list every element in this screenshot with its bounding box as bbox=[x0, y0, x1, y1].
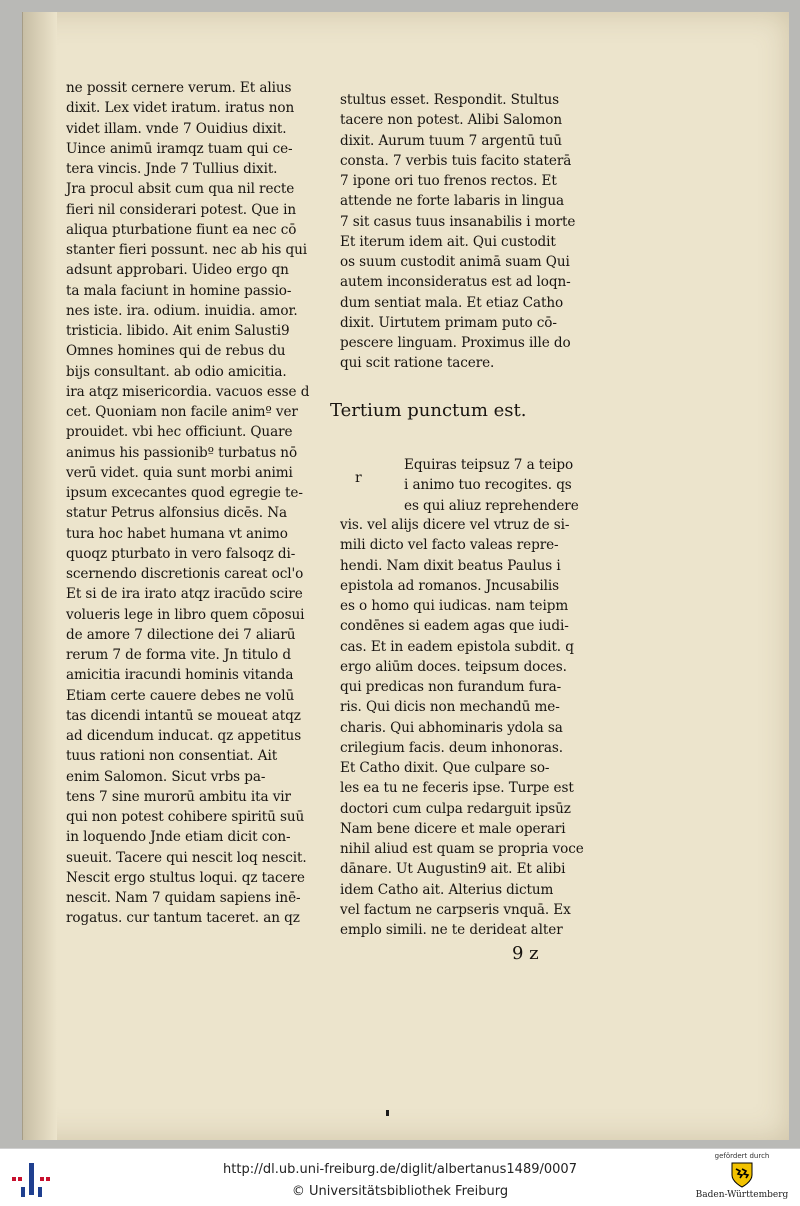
text-line: qui scit ratione tacere. bbox=[340, 355, 495, 372]
right-text-column-indented bbox=[340, 455, 640, 516]
text-line: idem Catho ait. Alterius dictum bbox=[340, 881, 554, 898]
text-line: tacere non potest. Alibi Salomon bbox=[340, 112, 563, 129]
text-line: ta mala faciunt in homine passio- bbox=[66, 282, 292, 299]
text-line: charis. Qui abhominaris ydola sa bbox=[340, 719, 563, 736]
text-line: Et iterum idem ait. Qui custodit bbox=[340, 233, 556, 250]
text-line: Nam bene dicere et male operari bbox=[340, 820, 566, 837]
text-line: Nescit ergo stultus loqui. qz tacere bbox=[66, 869, 305, 886]
text-line: attende ne forte labaris in lingua bbox=[340, 193, 564, 210]
viewer-footer bbox=[0, 1148, 800, 1206]
text-line: quoqz pturbato in vero falsoqz di- bbox=[66, 545, 296, 562]
text-line: stanter fieri possunt. nec ab his qui bbox=[66, 242, 308, 258]
text-line: os suum custodit animā suam Qui bbox=[340, 254, 570, 270]
sponsor-top-text: gefördert durch bbox=[714, 1152, 770, 1160]
text-line: Uince animū iramqz tuam qui ce- bbox=[66, 140, 293, 157]
text-line: prouidet. vbi hec officiunt. Quare bbox=[66, 424, 293, 441]
text-line: rerum 7 de forma vite. Jn titulo d bbox=[66, 647, 291, 663]
text-line: videt illam. vnde 7 Ouidius dixit. bbox=[66, 120, 287, 137]
text-line: Jra procul absit cum qua nil recte bbox=[66, 181, 295, 198]
text-line: ergo aliūm doces. teipsum doces. bbox=[340, 658, 567, 675]
text-line: dixit. Lex videt iratum. iratus non bbox=[66, 100, 295, 117]
text-line: Et si de ira irato atqz iracūdo scire bbox=[66, 586, 303, 603]
text-line: stultus esset. Respondit. Stultus bbox=[340, 92, 560, 108]
left-text-column bbox=[66, 78, 356, 929]
text-line: emplo simili. ne te derideat alter bbox=[340, 922, 563, 938]
text-line: de amore 7 dilectione dei 7 aliarū bbox=[66, 626, 296, 643]
text-line: crilegium facis. deum inhonoras. bbox=[340, 739, 563, 756]
text-line: tens 7 sine murorū ambitu ita vir bbox=[66, 788, 291, 805]
text-line: amicitia iracundi hominis vitanda bbox=[66, 667, 294, 684]
text-line: es o homo qui iudicas. nam teipm bbox=[340, 598, 569, 614]
right-text-column-bottom bbox=[340, 515, 640, 940]
text-line: aliqua pturbatione fiunt ea nec cō bbox=[66, 221, 297, 238]
text-line: 7 sit casus tuus insanabilis i morte bbox=[340, 213, 576, 230]
text-line: Et Catho dixit. Que culpare so- bbox=[340, 760, 550, 776]
text-line: tristicia. libido. Ait enim Salusti9 bbox=[66, 323, 290, 339]
text-line: i animo tuo recogites. qs bbox=[404, 477, 572, 494]
text-line: es qui aliuz reprehendere bbox=[404, 497, 579, 514]
text-line: ne possit cernere verum. Et alius bbox=[66, 80, 292, 96]
text-line: epistola ad romanos. Jncusabilis bbox=[340, 577, 560, 594]
text-line: enim Salomon. Sicut vrbs pa- bbox=[66, 768, 266, 785]
text-line: cas. Et in eadem epistola subdit. q bbox=[340, 638, 574, 655]
text-line: dānare. Ut Augustin9 ait. Et alibi bbox=[340, 861, 566, 878]
page-url-link[interactable]: http://dl.ub.uni-freiburg.de/diglit/albertanus1489/0007 bbox=[223, 1162, 577, 1177]
sponsor-logo bbox=[694, 1152, 790, 1204]
text-line: tura hoc habet humana vt animo bbox=[66, 525, 288, 542]
text-line: hendi. Nam dixit beatus Paulus i bbox=[340, 557, 561, 574]
text-line: pescere linguam. Proximus ille do bbox=[340, 335, 571, 351]
text-line: qui non potest cohibere spiritū suū bbox=[66, 809, 305, 825]
text-line: bijs consultant. ab odio amicitia. bbox=[66, 363, 287, 380]
text-line: Equiras teipsuz 7 a teipo bbox=[404, 457, 574, 473]
text-line: ad dicendum inducat. qz appetitus bbox=[66, 728, 302, 744]
text-line: tas dicendi intantū se moueat atqz bbox=[66, 707, 301, 724]
text-line: les ea tu ne feceris ipse. Turpe est bbox=[340, 780, 574, 797]
text-line: dixit. Aurum tuum 7 argentū tuū bbox=[340, 132, 562, 149]
text-line: tera vincis. Jnde 7 Tullius dixit. bbox=[66, 161, 278, 177]
text-line: adsunt approbari. Uideo ergo qn bbox=[66, 262, 289, 279]
text-line: nes iste. ira. odium. inuidia. amor. bbox=[66, 302, 298, 319]
text-line: nescit. Nam 7 quidam sapiens inē- bbox=[66, 890, 301, 906]
text-line: autem inconsideratus est ad loqn- bbox=[340, 274, 571, 291]
text-line: ira atqz misericordia. vacuos esse d bbox=[66, 383, 310, 400]
text-line: doctori cum culpa redarguit ipsūz bbox=[340, 800, 571, 817]
text-line: fieri nil considerari potest. Que in bbox=[66, 201, 296, 218]
text-line: vis. vel alijs dicere vel vtruz de si- bbox=[340, 517, 570, 533]
text-line: Etiam certe cauere debes ne volū bbox=[66, 687, 295, 704]
initial-letter: r bbox=[355, 470, 362, 486]
text-line: dum sentiat mala. Et etiaz Catho bbox=[340, 294, 564, 311]
text-line: ris. Qui dicis non mechandū me- bbox=[340, 699, 560, 716]
text-line: mili dicto vel facto valeas repre- bbox=[340, 537, 559, 554]
text-line: dixit. Uirtutem primam puto cō- bbox=[340, 314, 557, 331]
text-line: qui predicas non furandum fura- bbox=[340, 679, 562, 695]
text-line: verū videt. quia sunt morbi animi bbox=[66, 464, 293, 481]
text-line: volueris lege in libro quem cōposui bbox=[66, 606, 305, 623]
text-line: rogatus. cur tantum taceret. an qz bbox=[66, 910, 300, 927]
text-line: 7 ipone ori tuo frenos rectos. Et bbox=[340, 173, 557, 189]
text-line: animus his passionibº turbatus nō bbox=[66, 444, 298, 461]
right-text-column-top bbox=[340, 90, 640, 374]
text-line: tuus rationi non consentiat. Ait bbox=[66, 748, 278, 765]
text-line: Omnes homines qui de rebus du bbox=[66, 343, 286, 360]
sponsor-bottom-text: Baden-Württemberg bbox=[695, 1190, 789, 1200]
text-line: scernendo discretionis careat ocl'o bbox=[66, 566, 304, 582]
text-line: sueuit. Tacere qui nescit loq nescit. bbox=[66, 849, 307, 866]
text-line: consta. 7 verbis tuis facito staterā bbox=[340, 152, 572, 169]
page-gutter bbox=[23, 12, 57, 1140]
binding-mark bbox=[386, 1110, 389, 1116]
folio-number: 9 z bbox=[512, 943, 539, 964]
text-line: ipsum excecantes quod egregie te- bbox=[66, 485, 303, 501]
text-line: vel factum ne carpseris vnquā. Ex bbox=[340, 901, 571, 918]
text-line: cet. Quoniam non facile animº ver bbox=[66, 404, 298, 420]
copyright-notice: © Universitätsbibliothek Freiburg bbox=[291, 1184, 509, 1199]
text-line: nihil aliud est quam se propria voce bbox=[340, 841, 584, 857]
text-line: in loquendo Jnde etiam dicit con- bbox=[66, 829, 291, 846]
section-heading: Tertium punctum est. bbox=[330, 400, 527, 421]
text-line: statur Petrus alfonsius dicēs. Na bbox=[66, 505, 287, 522]
coat-of-arms-icon bbox=[727, 1161, 757, 1189]
text-line: condēnes si eadem agas que iudi- bbox=[340, 618, 569, 635]
